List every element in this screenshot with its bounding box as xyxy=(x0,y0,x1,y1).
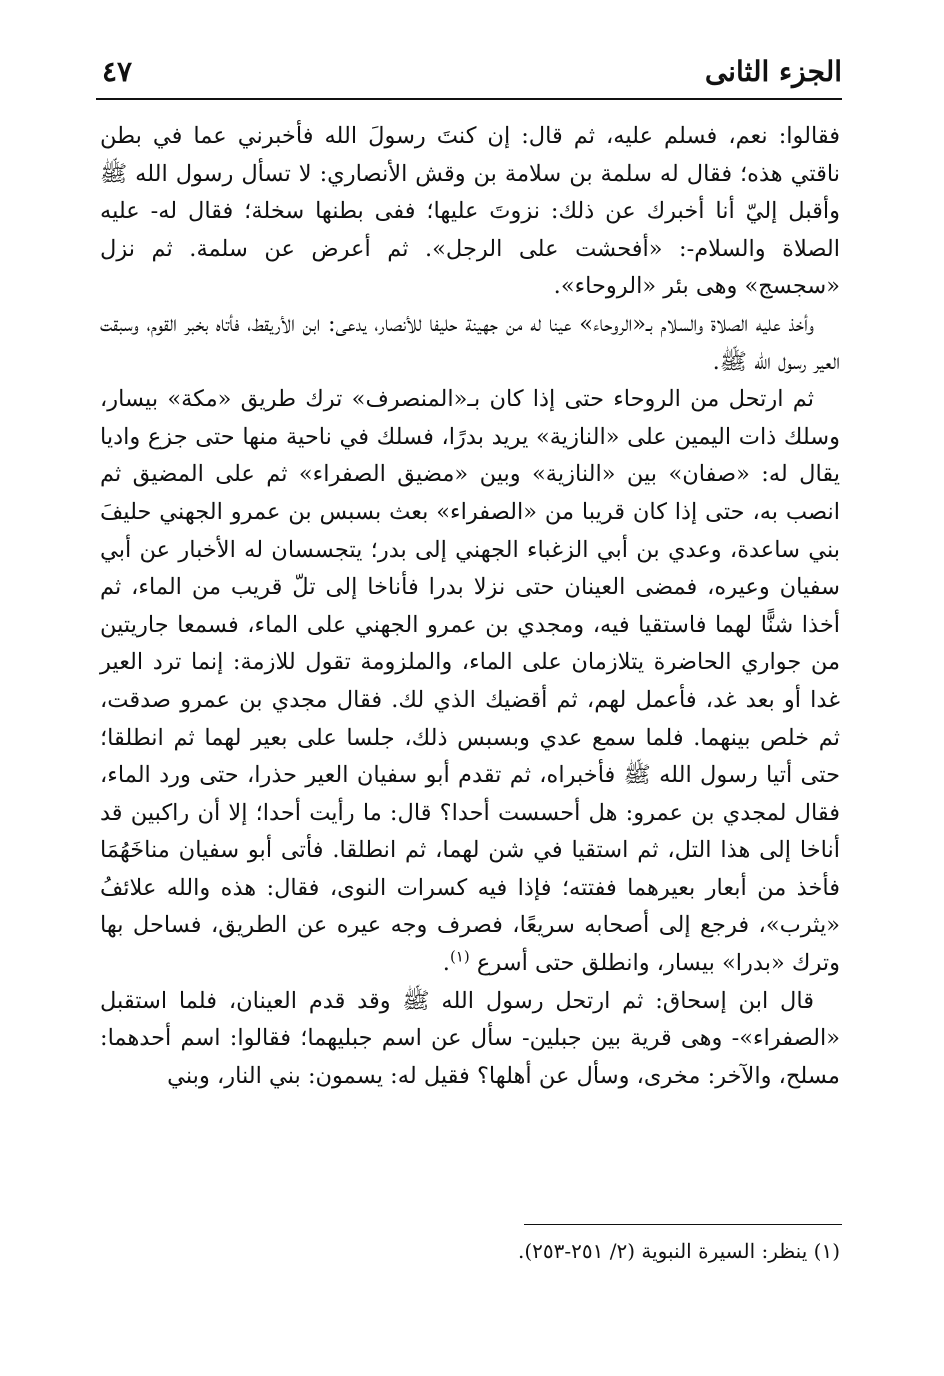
paragraph-text: ثم ارتحل من الروحاء حتى إذا كان بـ«المنصرف» ترك طريق «مكة» بيسار، وسلك ذات اليمين على «النازية» يريد بدرًا، فسلك في ناحية منها حتى جزع واديا يقال له: «صفان» بين «النازية» وبين «مضيق الصفراء» ثم على المضيق ثم انصب به، حتى إذا كان قريبا من «الصفراء» بعث بسبس بن عمرو الجهني حليفَ بني ساعدة، وعدي بن أبي الزغباء الجهني إلى بدر؛ يتجسسان له الأخبار عن أبي سفيان وعيره، فمضى العينان حتى نزلا بدرا فأناخا إلى تلّ قريب من الماء، ثم أخذا شنًّا لهما فاستقيا فيه، ومجدي بن عمرو الجهني على الماء، فسمعا جاريتين من جواري الحاضرة يتلازمان على الماء، والملزومة تقول للازمة: إنما ترد العير غدا أو بعد غد، فأعمل لهم، ثم أقضيك الذي لك. فقال مجدي بن عمرو صدقت، ثم خلص بينهما. فلما سمع عدي وبسبس ذلك، جلسا على بعير لهما ثم انطلقا؛ حتى أتيا رسول الله ﷺ فأخبراه، ثم تقدم أبو سفيان العير حذرا، حتى ورد الماء، فقال لمجدي بن عمرو: هل أحسست أحدا؟ قال: ما رأيت أحدا؛ إلا أن راكبين قد أناخا إلى هذا التل، ثم استقيا في شن لهما، ثم انطلقا. فأتى أبو سفيان مناخَهُمَا فأخذ من أبعار بعيرهما ففتته؛ فإذا فيه كسرات النوى، فقال: هذه والله علائفُ «يثرب»، فرجع إلى أصحابه سريعًا، فصرف وجه عيره عن الطريق، فساحل بها وترك «بدرا» بيسار، وانطلق حتى أسرع xyxy=(100,386,840,977)
page-header xyxy=(96,50,842,96)
header-rule xyxy=(96,98,842,100)
body-text xyxy=(100,118,840,1095)
footnote-reference: (١) xyxy=(449,947,470,966)
paragraph: وأخذ عليه الصلاة والسلام بـ«الروحاء» عينا له من جهينة حليفا للأنصار، يدعى: ابن الأريقط، فأتاه بخبر القوم، وسبقت العير رسول الله ﷺ. xyxy=(100,310,840,375)
paragraph-end-mark: . xyxy=(442,950,450,977)
paragraph xyxy=(100,381,840,983)
paragraph: فقالوا: نعم، فسلم عليه، ثم قال: إن كنتَ رسولَ الله فأخبرني عما في بطن ناقتي هذه؛ فقال له سلمة بن سلامة بن وقش الأنصاري: لا تسأل رسول الله ﷺ وأقبل إليّ أنا أخبرك عن ذلك: نزوتَ عليها؛ ففى بطنها سخلة؛ فقال له- عليه الصلاة والسلام-: «أفحشت على الرجل». ثم أعرض عن سلمة. ثم نزل «سجسج» وهى بئر «الروحاء». xyxy=(100,123,840,300)
footnote-rule xyxy=(524,1224,842,1225)
footnote: (١) ينظر: السيرة النبوية (٢/ ٢٥١-٢٥٣). xyxy=(517,1239,840,1263)
running-title: الجزء الثانى xyxy=(704,55,842,88)
paragraph: قال ابن إسحاق: ثم ارتحل رسول الله ﷺ وقد قدم العينان، فلما استقبل «الصفراء»- وهى قرية بين جبلين- سأل عن اسم جبليهما؛ فقالوا: اسم أحدهما: مسلح، والآخر: مخرى، وسأل عن أهلها؟ فقيل له: يسمون: بني النار، وبني xyxy=(100,987,840,1089)
page-number: ٤٧ xyxy=(102,55,133,88)
